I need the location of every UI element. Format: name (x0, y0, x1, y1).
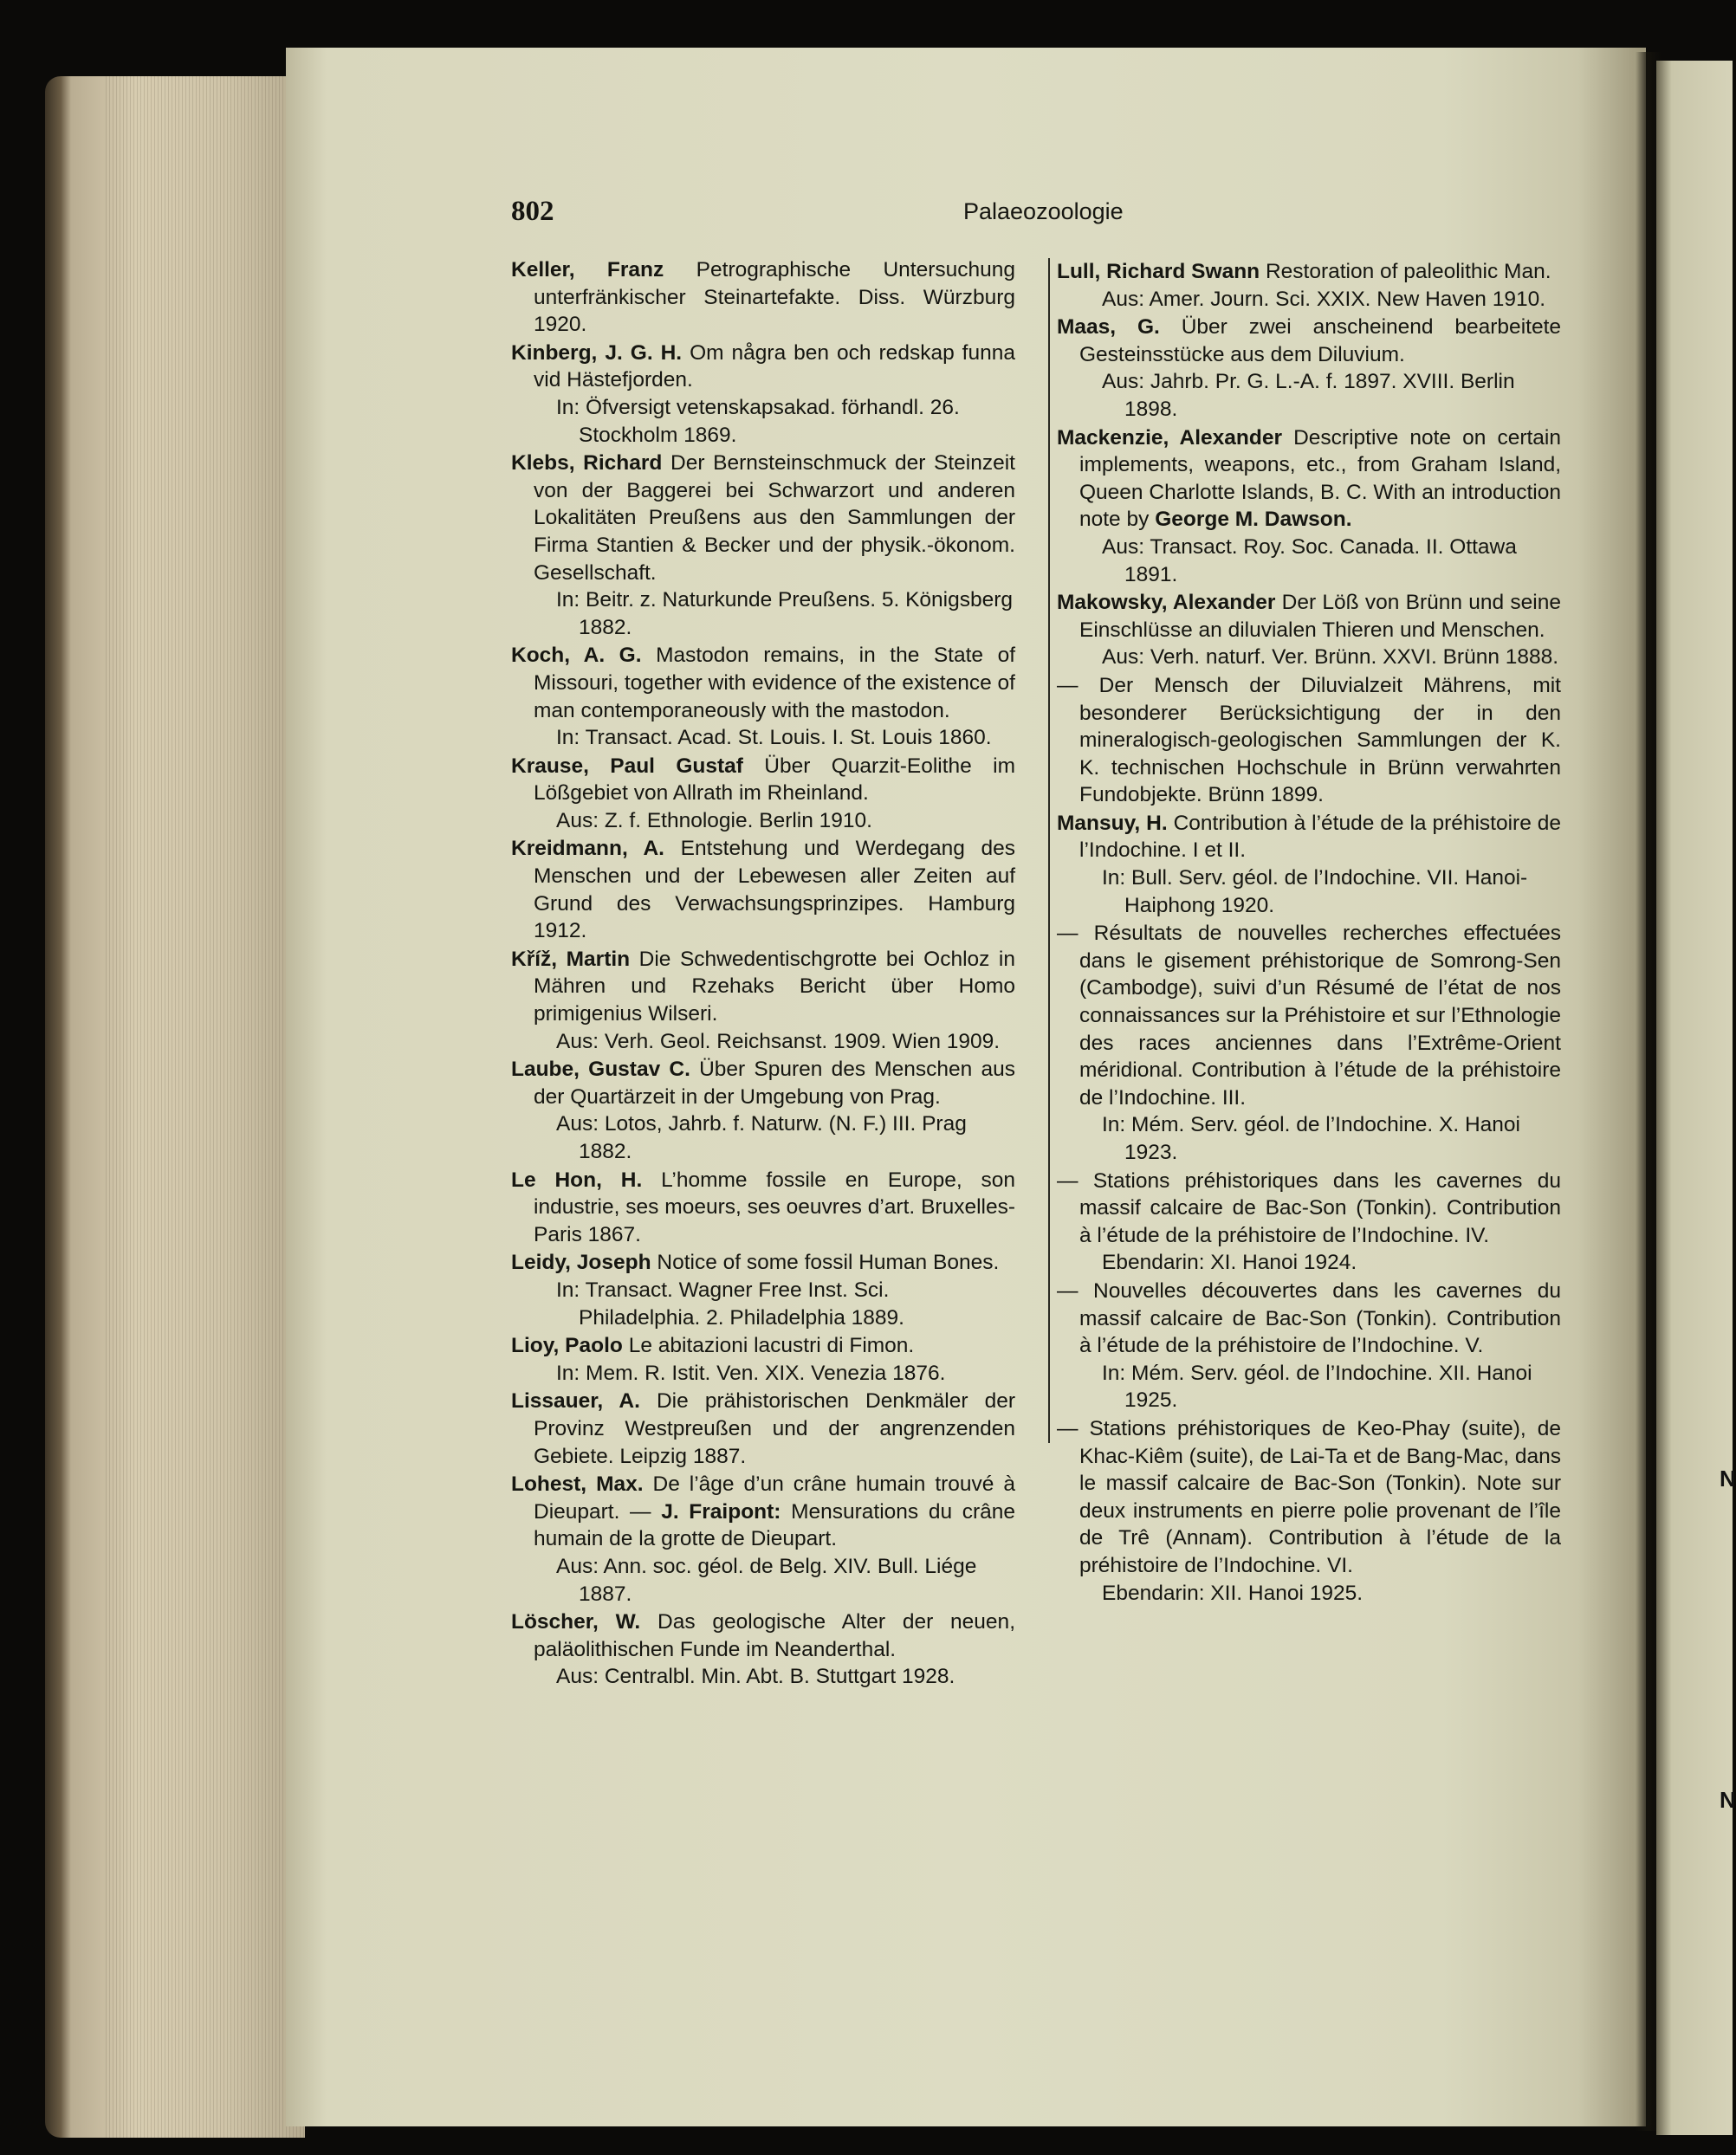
entry-source: Aus: Centralbl. Min. Abt. B. Stuttgart 1928. (556, 1665, 955, 1689)
bib-entry (511, 1608, 1015, 1691)
entry-author: Klebs, Richard (511, 451, 663, 476)
entry-source: In: Mém. Serv. géol. de l’Indochine. X. Hanoi 1923. (1102, 1113, 1520, 1164)
entry-author: Keller, Franz (511, 258, 664, 282)
entry-author: Mansuy, H. (1057, 811, 1168, 835)
bib-entry (1057, 1415, 1561, 1607)
entry-author: Lull, Richard Swann (1057, 260, 1260, 283)
entry-source: Aus: Verh. Geol. Reichsanst. 1909. Wien 1909. (556, 1029, 1001, 1053)
entry-source: In: Mém. Serv. géol. de l’Indochine. XII. Hanoi 1925. (1102, 1361, 1532, 1413)
entry-source: Aus: Ann. soc. géol. de Belg. XIV. Bull. Liége 1887. (556, 1554, 977, 1606)
facing-page-fragment: N (1720, 1466, 1736, 1492)
entry-title: Über Spuren des Menschen aus der Quartärzeit in der Umgebung von Prag. (534, 1058, 1015, 1109)
entry-source: In: Mem. R. Istit. Ven. XIX. Venezia 1876. (556, 1361, 946, 1385)
entry-title: Die Schwedentischgrotte bei Ochloz in Mähren und Rzehaks Bericht über Homo primigenius Wilseri. (534, 947, 1015, 1026)
entry-title: Le abitazioni lacustri di Fimon. (628, 1334, 915, 1358)
entry-title: Entstehung und Werdegang des Menschen und der Lebewesen aller Zeiten auf Grund des Verwachsungsprinzipes. Hamburg 1912. (534, 837, 1016, 943)
entry-title: Contribution à l’étude de la préhistoire de l’Indochine. I et II. (1079, 811, 1562, 863)
bib-entry (1057, 672, 1561, 809)
bib-entry (511, 642, 1015, 751)
entry-author: Le Hon, H. (511, 1168, 643, 1192)
entry-coauthor: George M. Dawson. (1155, 508, 1352, 532)
facing-page-edge (1656, 61, 1733, 2135)
entry-source: In: Beitr. z. Naturkunde Preußens. 5. Königsberg 1882. (556, 588, 1014, 639)
left-column (511, 256, 1015, 1692)
entry-title: — Stations préhistoriques de Keo-Phay (suite), de Khac-Kiêm (suite), de Lai-Ta et de Bang-Mac, dans le massif calcaire de Bac-Son (Tonkin). Note sur deux instruments en pierre polie provenant de l’île de Trê (Annam). Contribution à l’étude de la préhistoire de l’Indochine. VI. (1057, 1416, 1561, 1577)
bib-entry (511, 835, 1015, 944)
entry-title: Notice of some fossil Human Bones. (657, 1251, 1000, 1275)
entry-title: — Nouvelles découvertes dans les cavernes du massif calcaire de Bac-Son (Tonkin). Contribution à l’étude de la préhistoire de l’Indochine. V. (1057, 1278, 1561, 1358)
entry-title: Der Bernsteinschmuck der Steinzeit von der Baggerei bei Schwarzort und anderen Lokalitäten Preußens aus den Sammlungen der Firma Stantien & Becker und der physik.-ökonom. Gesellschaft. (534, 451, 1015, 585)
entry-source: Aus: Verh. naturf. Ver. Brünn. XXVI. Brünn 1888. (1102, 645, 1559, 670)
entry-title-continued: Mensurations du crâne humain de la grotte de Dieupart. (534, 1499, 1016, 1551)
entry-title: Restoration of paleolithic Man. (1265, 260, 1551, 283)
bib-entry (1057, 258, 1561, 313)
entry-title: Petrographische Untersuchung unterfränkischer Steinartefakte. Diss. Würzburg 1920. (534, 258, 1016, 337)
entry-title: Das geologische Alter der neuen, paläolithischen Funde im Neanderthal. (534, 1610, 1015, 1661)
bib-entry (511, 1471, 1015, 1608)
entry-source: Aus: Lotos, Jahrb. f. Naturw. (N. F.) III. Prag 1882. (556, 1112, 967, 1163)
entry-author: Lohest, Max. (511, 1472, 644, 1497)
right-column (1057, 258, 1561, 1608)
entry-title: Die prähistorischen Denkmäler der Provinz Westpreußen und der angrenzenden Gebiete. Leipzig 1887. (534, 1389, 1015, 1468)
book-page-edges (45, 76, 305, 2138)
bib-entry (511, 340, 1015, 449)
entry-author: Leidy, Joseph (511, 1251, 651, 1275)
bib-entry (511, 1167, 1015, 1249)
bib-entry (511, 256, 1015, 339)
entry-author: Makowsky, Alexander (1057, 591, 1276, 615)
bib-entry (511, 946, 1015, 1055)
entry-source: In: Bull. Serv. géol. de l’Indochine. VII. Hanoi-Haiphong 1920. (1102, 866, 1528, 917)
entry-source: Aus: Transact. Roy. Soc. Canada. II. Ottawa 1891. (1102, 534, 1517, 586)
entry-author: Krause, Paul Gustaf (511, 754, 743, 778)
entry-title: Über zwei anscheinend bearbeitete Gesteinsstücke aus dem Diluvium. (1079, 315, 1561, 366)
entry-author: Maas, G. (1057, 315, 1160, 340)
bib-entry (511, 1249, 1015, 1331)
bib-entry (1057, 314, 1561, 423)
entry-source: In: Transact. Wagner Free Inst. Sci. Philadelphia. 2. Philadelphia 1889. (556, 1278, 904, 1330)
entry-author: Löscher, W. (511, 1610, 641, 1634)
entry-author: Koch, A. G. (511, 644, 642, 668)
bib-entry (511, 450, 1015, 641)
entry-title: Mastodon remains, in the State of Missouri, together with evidence of the existence of man contemporaneously with the mastodon. (534, 644, 1015, 722)
bib-entry (1057, 589, 1561, 671)
facing-page-fragment: N (1720, 1787, 1736, 1813)
entry-title: L’homme fossile en Europe, son industrie, ses moeurs, ses oeuvres d’art. Bruxelles-Paris 1867. (534, 1168, 1015, 1246)
running-title: Palaeozoologie (963, 198, 1124, 224)
entry-source: Ebendarin: XI. Hanoi 1924. (1102, 1251, 1357, 1275)
entry-author: Lioy, Paolo (511, 1334, 623, 1358)
entry-author: Kreidmann, A. (511, 837, 664, 861)
bib-entry (1057, 810, 1561, 919)
entry-title: — Der Mensch der Diluvialzeit Mährens, mit besonderer Berücksichtigung der in den mineralogisch-geologischen Sammlungen der K. K. technischen Hochschule in Brünn verwahrten Fundobjekte. Brünn 1899. (1057, 673, 1561, 807)
column-divider (1048, 258, 1050, 1443)
entry-source: Aus: Jahrb. Pr. G. L.-A. f. 1897. XVIII. Berlin 1898. (1102, 370, 1515, 421)
entry-author: Kříž, Martin (511, 947, 631, 971)
entry-title: — Résultats de nouvelles recherches effectuées dans le gisement préhistorique de Somrong-Sen (Cambodge), suivi d’un Résumé de l’état de nos connaissances sur la Préhistoire et sur l’Ethnologie des races anciennes dans l’Extrême-Orient méridional. Contribution à l’étude de la préhistoire de l’Indochine. III. (1057, 922, 1561, 1110)
entry-author: Mackenzie, Alexander (1057, 425, 1283, 450)
entry-author: Laube, Gustav C. (511, 1058, 690, 1082)
entry-source: In: Öfversigt vetenskapsakad. förhandl. 26. Stockholm 1869. (556, 395, 960, 447)
entry-title: Der Löß von Brünn und seine Einschlüsse an diluvialen Thieren und Menschen. (1079, 591, 1561, 642)
bib-entry (511, 1332, 1015, 1387)
entry-source: In: Transact. Acad. St. Louis. I. St. Louis 1860. (556, 726, 992, 750)
entry-title: Descriptive note on certain implements, weapons, etc., from Graham Island, Queen Charlotte Islands, B. C. With an introduction note by (1079, 425, 1561, 532)
bib-entry (1057, 1278, 1561, 1414)
entry-title: De l’âge d’un crâne humain trouvé à Dieupart. — (534, 1472, 1016, 1524)
entry-author: Lissauer, A. (511, 1389, 640, 1414)
bib-entry (511, 1056, 1015, 1165)
entry-author: Kinberg, J. G. H. (511, 340, 683, 365)
entry-title: — Stations préhistoriques dans les cavernes du massif calcaire de Bac-Son (Tonkin). Contribution à l’étude de la préhistoire de l’Indochine. IV. (1057, 1168, 1561, 1247)
bib-entry (1057, 1168, 1561, 1277)
bib-entry (1057, 424, 1561, 589)
entry-coauthor: J. Fraipont: (661, 1499, 781, 1524)
bib-entry (511, 1388, 1015, 1470)
bib-entry (1057, 920, 1561, 1166)
bib-entry (511, 753, 1015, 835)
entry-title: Om några ben och redskap funna vid Hästefjorden. (534, 340, 1015, 392)
entry-source: Aus: Z. f. Ethnologie. Berlin 1910. (556, 808, 872, 832)
entry-title: Über Quarzit-Eolithe im Lößgebiet von Allrath im Rheinland. (534, 754, 1015, 806)
entry-source: Aus: Amer. Journ. Sci. XXIX. New Haven 1910. (1102, 287, 1546, 311)
page-number: 802 (511, 196, 554, 227)
entry-source: Ebendarin: XII. Hanoi 1925. (1102, 1581, 1364, 1605)
